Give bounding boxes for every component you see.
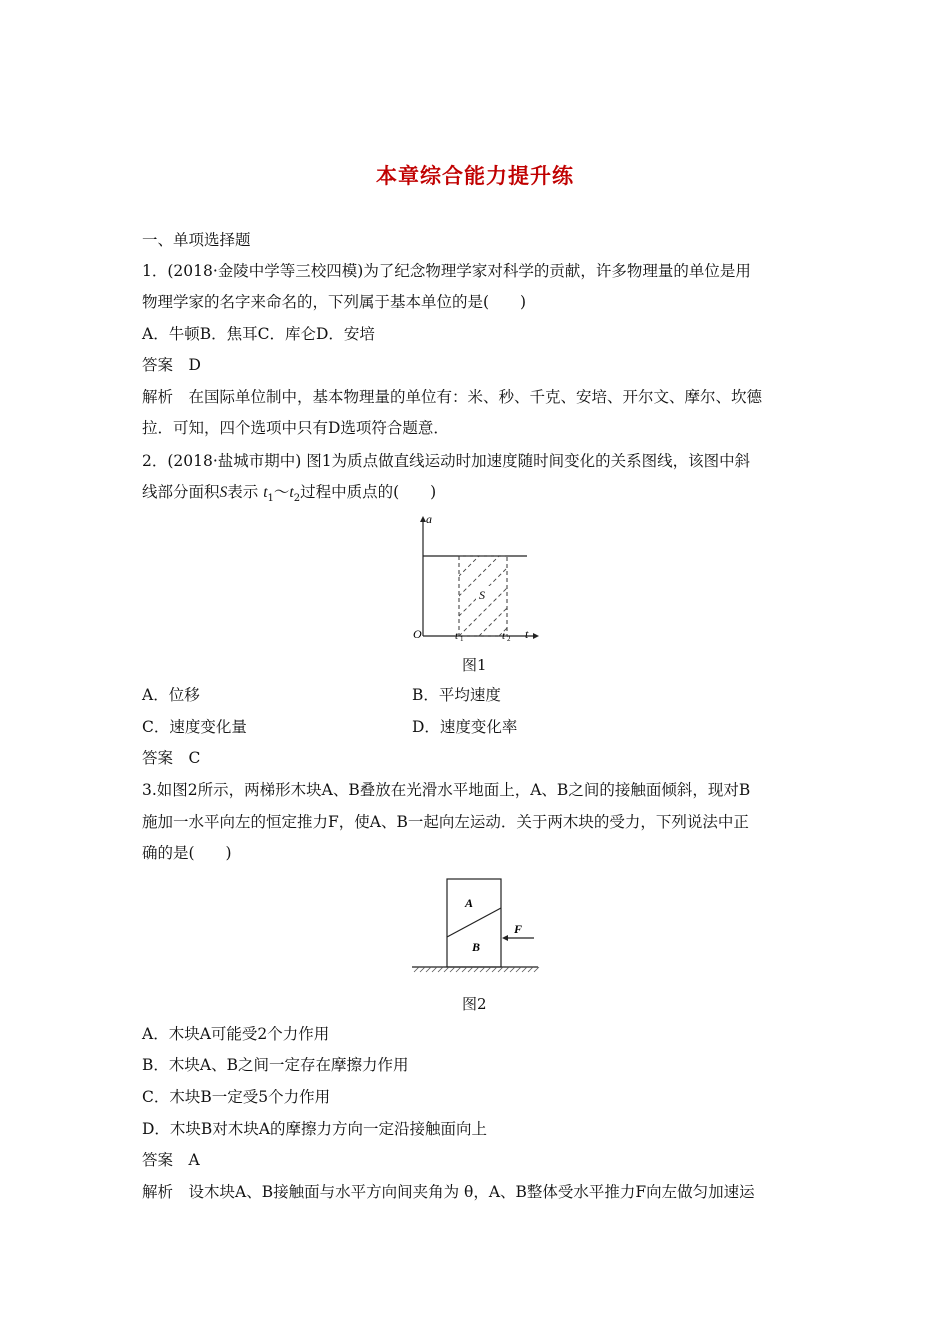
q1-analysis-line2: 拉．可知，四个选项中只有D选项符合题意． — [142, 419, 449, 437]
q2-answer: 答案 C — [142, 749, 201, 767]
ground-hatch — [414, 967, 539, 972]
q1-answer: 答案 D — [142, 356, 201, 374]
figure2-caption: 图2 — [462, 995, 487, 1013]
force-arrow-head — [502, 935, 508, 941]
hatch-lines — [405, 556, 545, 646]
q2-option-c: C．速度变化量 — [142, 718, 247, 736]
contact-surface — [447, 908, 501, 937]
q2-tilde: ～ — [273, 483, 290, 501]
q2-symbol-t2: t — [289, 484, 294, 501]
q2-option-a: A．位移 — [142, 686, 200, 704]
q3-option-b: B．木块A、B之间一定存在摩擦力作用 — [142, 1056, 409, 1074]
q3-line2: 施加一水平向左的恒定推力F，使A、B一起向左运动．关于两木块的受力，下列说法中正 — [142, 813, 749, 831]
q2-line2-post: 过程中质点的( ) — [300, 483, 437, 501]
q3-answer: 答案 A — [142, 1151, 200, 1169]
q2-symbol-s: S — [219, 484, 228, 501]
tick-label-t2: t — [502, 630, 506, 642]
q2-option-b: B．平均速度 — [412, 686, 501, 704]
q1-line2: 物理学家的名字来命名的，下列属于基本单位的是( ) — [142, 293, 527, 311]
q3-line1: 3.如图2所示，两梯形木块A、B叠放在光滑水平地面上，A、B之间的接触面倾斜，现对B — [142, 781, 751, 799]
area-label-s: S — [479, 588, 485, 602]
q2-symbol-t1: t — [263, 484, 268, 501]
q1-analysis-line1: 解析 在国际单位制中，基本物理量的单位有：米、秒、千克、安培、开尔文、摩尔、坎德 — [142, 388, 763, 406]
q3-line3: 确的是( ) — [142, 844, 232, 862]
tick-label-t1: t — [455, 630, 459, 642]
figure1-at-graph — [405, 512, 545, 647]
q3-analysis-line1: 解析 设木块A、B接触面与水平方向间夹角为 θ，A、B整体受水平推力F向左做匀加速运 — [142, 1183, 755, 1201]
tick-label-t2-sub: 2 — [507, 635, 511, 643]
q3-option-a: A．木块A可能受2个力作用 — [142, 1025, 330, 1043]
page-title: 本章综合能力提升练 — [376, 163, 574, 188]
section-heading: 一、单项选择题 — [142, 231, 251, 249]
q2-line1: 2．(2018·盐城市期中) 图1为质点做直线运动时加速度随时间变化的关系图线，该图中斜 — [142, 452, 751, 470]
t-axis-arrow — [533, 633, 539, 639]
q3-option-d: D．木块B对木块A的摩擦力方向一定沿接触面向上 — [142, 1120, 488, 1138]
origin-label: O — [413, 627, 422, 641]
label-force-f: F — [514, 922, 523, 936]
q2-line2-mid: 表示 — [227, 483, 259, 501]
q2-line2 — [142, 482, 436, 509]
axis-label-a: a — [426, 512, 432, 526]
q1-line1: 1．(2018·金陵中学等三校四模)为了纪念物理学家对科学的贡献，许多物理量的单位是用 — [142, 262, 751, 280]
axis-label-t: t — [525, 627, 529, 641]
figure2-blocks — [410, 875, 545, 975]
figure1-caption: 图1 — [462, 656, 487, 674]
q3-option-c: C．木块B一定受5个力作用 — [142, 1088, 331, 1106]
q1-options: A．牛顿B．焦耳C．库仑D．安培 — [142, 325, 375, 343]
q2-line2-pre: 线部分面积 — [142, 483, 220, 501]
label-block-a: A — [465, 896, 474, 910]
label-block-b: B — [472, 940, 481, 954]
tick-label-t1-sub: 1 — [460, 635, 464, 643]
q2-symbol-t1-sub: 1 — [267, 493, 274, 505]
q2-symbol-t2-sub: 2 — [293, 493, 301, 505]
q2-option-d: D．速度变化率 — [412, 718, 518, 736]
